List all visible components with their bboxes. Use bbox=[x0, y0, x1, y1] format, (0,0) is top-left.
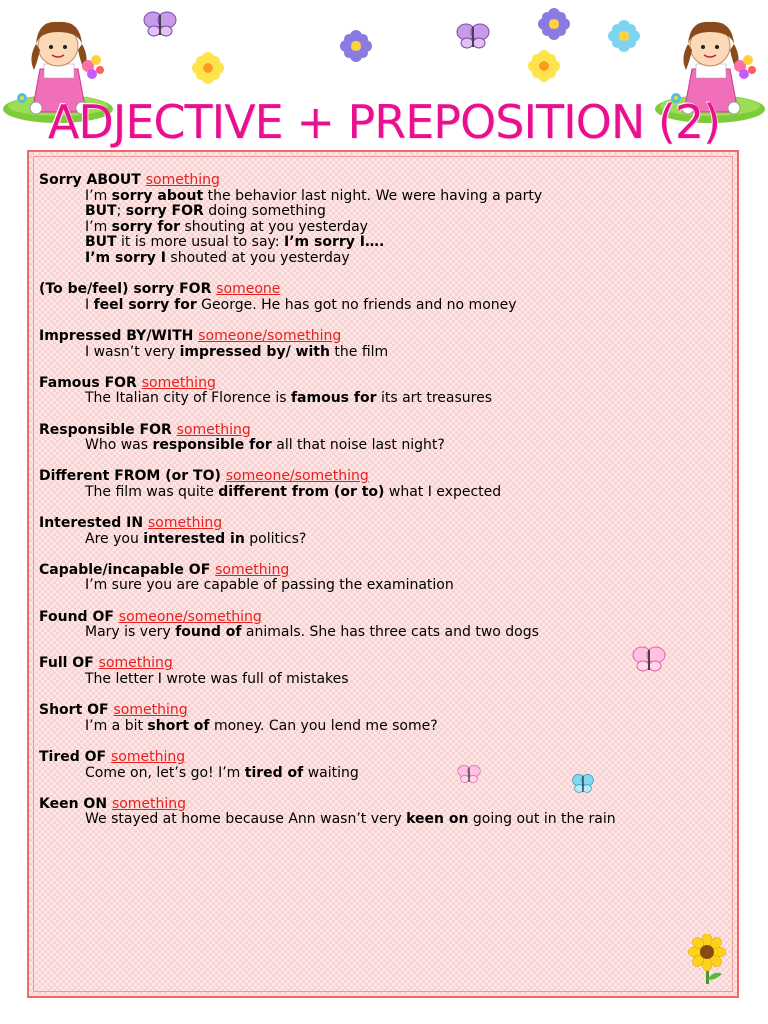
emphasis-text: BUT bbox=[85, 234, 117, 251]
entry bbox=[39, 797, 729, 828]
entry-heading bbox=[39, 750, 729, 766]
sentence-text: I’m bbox=[85, 218, 112, 235]
entry-object: something bbox=[147, 515, 223, 532]
entry-phrase: Full OF bbox=[39, 655, 99, 672]
entry-phrase: Short OF bbox=[39, 702, 114, 719]
entry-heading bbox=[39, 376, 729, 392]
sentence-text: I’m bbox=[85, 187, 112, 204]
entry-object: something bbox=[176, 421, 251, 438]
flower-icon bbox=[192, 52, 224, 84]
entry-heading bbox=[39, 329, 729, 345]
example-sentence bbox=[39, 532, 729, 548]
sentence-text: Who was bbox=[85, 437, 153, 454]
entry-object: someone/something bbox=[225, 468, 369, 485]
entry-phrase: Capable/incapable OF bbox=[39, 561, 216, 578]
butterfly-icon bbox=[143, 10, 177, 38]
sentence-text: Mary is very bbox=[85, 624, 176, 641]
page-header bbox=[0, 0, 768, 150]
sentence-text: animals. She has three cats and two dogs bbox=[241, 624, 539, 641]
entry-heading bbox=[39, 610, 729, 626]
sentence-text: shouting at you yesterday bbox=[180, 218, 368, 235]
emphasis-text: sorry for bbox=[111, 218, 181, 235]
emphasis-text: tired of bbox=[244, 764, 304, 781]
sentence-text: politics? bbox=[244, 530, 307, 547]
entry-object: something bbox=[98, 655, 173, 672]
sentence-text: shouted at you yesterday bbox=[165, 249, 350, 266]
entry-phrase: Famous FOR bbox=[39, 374, 142, 391]
entry-object: something bbox=[145, 172, 220, 188]
entry-object: someone/something bbox=[198, 327, 342, 344]
entry-heading bbox=[39, 173, 729, 189]
page-title: ADJECTIVE + PREPOSITION (2) bbox=[47, 95, 721, 149]
entry-object: something bbox=[111, 795, 187, 812]
example-sentence bbox=[39, 345, 729, 361]
sentence-text: I wasn’t very bbox=[85, 343, 180, 360]
sentence-text: The film was quite bbox=[85, 483, 219, 500]
example-sentence bbox=[39, 766, 729, 782]
entry-object: something bbox=[141, 374, 216, 391]
sentence-text: money. Can you lend me some? bbox=[209, 717, 438, 734]
example-sentence bbox=[39, 220, 729, 236]
butterfly-icon bbox=[456, 22, 490, 50]
example-sentence bbox=[39, 672, 729, 688]
entry-object: something bbox=[215, 561, 290, 578]
emphasis-text: feel sorry for bbox=[93, 296, 197, 313]
emphasis-text: impressed by/ with bbox=[179, 343, 330, 360]
sentence-text: George. He has got no friends and no money bbox=[196, 296, 517, 313]
entry-phrase: Keen ON bbox=[39, 795, 112, 812]
emphasis-text: BUT bbox=[85, 203, 117, 220]
entry-phrase: Impressed BY/WITH bbox=[39, 327, 199, 344]
entry-list bbox=[39, 173, 729, 844]
entry-heading bbox=[39, 797, 729, 813]
entry-object: someone bbox=[216, 281, 281, 298]
emphasis-text: short of bbox=[147, 717, 210, 734]
entry-heading bbox=[39, 656, 729, 672]
sentence-text: the behavior last night. We were having a party bbox=[203, 187, 543, 204]
sentence-text: what I expected bbox=[384, 483, 502, 500]
entry bbox=[39, 563, 729, 594]
sentence-text: Are you bbox=[85, 530, 144, 547]
sentence-text: I’m a bit bbox=[85, 717, 148, 734]
entry bbox=[39, 750, 729, 781]
sentence-text: Come on, let’s go! I’m bbox=[85, 764, 245, 781]
emphasis-text: found of bbox=[175, 624, 242, 641]
example-sentence bbox=[39, 485, 729, 501]
sentence-text: it is more usual to say: bbox=[116, 234, 284, 251]
entry-heading bbox=[39, 516, 729, 532]
sentence-text: waiting bbox=[303, 764, 359, 781]
example-sentence bbox=[39, 251, 729, 267]
example-sentence bbox=[39, 625, 729, 641]
butterfly-icon bbox=[457, 764, 481, 784]
entry-heading bbox=[39, 703, 729, 719]
sentence-text: all that noise last night? bbox=[271, 437, 445, 454]
entry bbox=[39, 656, 729, 687]
example-sentence bbox=[39, 235, 729, 251]
flower-icon bbox=[608, 20, 640, 52]
emphasis-text: different from (or to) bbox=[218, 483, 385, 500]
entry bbox=[39, 516, 729, 547]
flower-icon bbox=[340, 30, 372, 62]
emphasis-text: responsible for bbox=[152, 437, 272, 454]
entry-object: something bbox=[113, 702, 188, 719]
example-sentence bbox=[39, 189, 729, 205]
entry bbox=[39, 282, 729, 313]
flower-icon bbox=[528, 50, 560, 82]
entry-phrase: Different FROM (or TO) bbox=[39, 468, 226, 485]
flower-icon bbox=[538, 8, 570, 40]
sentence-text: I bbox=[85, 296, 94, 313]
emphasis-text: I’m sorry I…. bbox=[284, 234, 385, 251]
entry-heading bbox=[39, 423, 729, 439]
sentence-text: I’m sure you are capable of passing the examination bbox=[85, 577, 454, 594]
emphasis-text: famous for bbox=[290, 390, 377, 407]
emphasis-text: sorry FOR bbox=[125, 203, 204, 220]
butterfly-icon bbox=[572, 772, 594, 796]
entry bbox=[39, 376, 729, 407]
example-sentence bbox=[39, 812, 729, 828]
entry-phrase: Interested IN bbox=[39, 515, 148, 532]
sentence-text: The letter I wrote was full of mistakes bbox=[85, 671, 349, 687]
entry-object: something bbox=[110, 748, 186, 765]
entry bbox=[39, 610, 729, 641]
sentence-text: doing something bbox=[203, 203, 326, 220]
sunflower-icon bbox=[686, 934, 728, 986]
sentence-text: The Italian city of Florence is bbox=[85, 390, 291, 407]
entry-phrase: (To be/feel) sorry FOR bbox=[39, 281, 217, 298]
example-sentence bbox=[39, 298, 729, 314]
entry bbox=[39, 469, 729, 500]
entry bbox=[39, 703, 729, 734]
example-sentence bbox=[39, 204, 729, 220]
sentence-text: We stayed at home because Ann wasn’t very bbox=[85, 811, 407, 828]
emphasis-text: I’m sorry I bbox=[85, 249, 166, 266]
entry bbox=[39, 173, 729, 267]
example-sentence bbox=[39, 719, 729, 735]
butterfly-icon bbox=[632, 645, 666, 675]
emphasis-text: interested in bbox=[143, 530, 245, 547]
sentence-text: the film bbox=[329, 343, 389, 360]
entry-phrase: Found OF bbox=[39, 608, 119, 625]
entry-heading bbox=[39, 563, 729, 579]
entry-heading bbox=[39, 282, 729, 298]
entry-phrase: Tired OF bbox=[39, 748, 111, 765]
example-sentence bbox=[39, 578, 729, 594]
example-sentence bbox=[39, 438, 729, 454]
entry-object: someone/something bbox=[118, 608, 262, 625]
sentence-text: going out in the rain bbox=[468, 811, 616, 828]
entry-phrase: Responsible FOR bbox=[39, 421, 177, 438]
emphasis-text: sorry about bbox=[111, 187, 204, 204]
entry bbox=[39, 423, 729, 454]
sentence-text: its art treasures bbox=[376, 390, 492, 407]
emphasis-text: keen on bbox=[406, 811, 469, 828]
entry-phrase: Sorry ABOUT bbox=[39, 172, 146, 188]
example-sentence bbox=[39, 391, 729, 407]
entry bbox=[39, 329, 729, 360]
entry-heading bbox=[39, 469, 729, 485]
sentence-text: ; bbox=[116, 203, 126, 220]
